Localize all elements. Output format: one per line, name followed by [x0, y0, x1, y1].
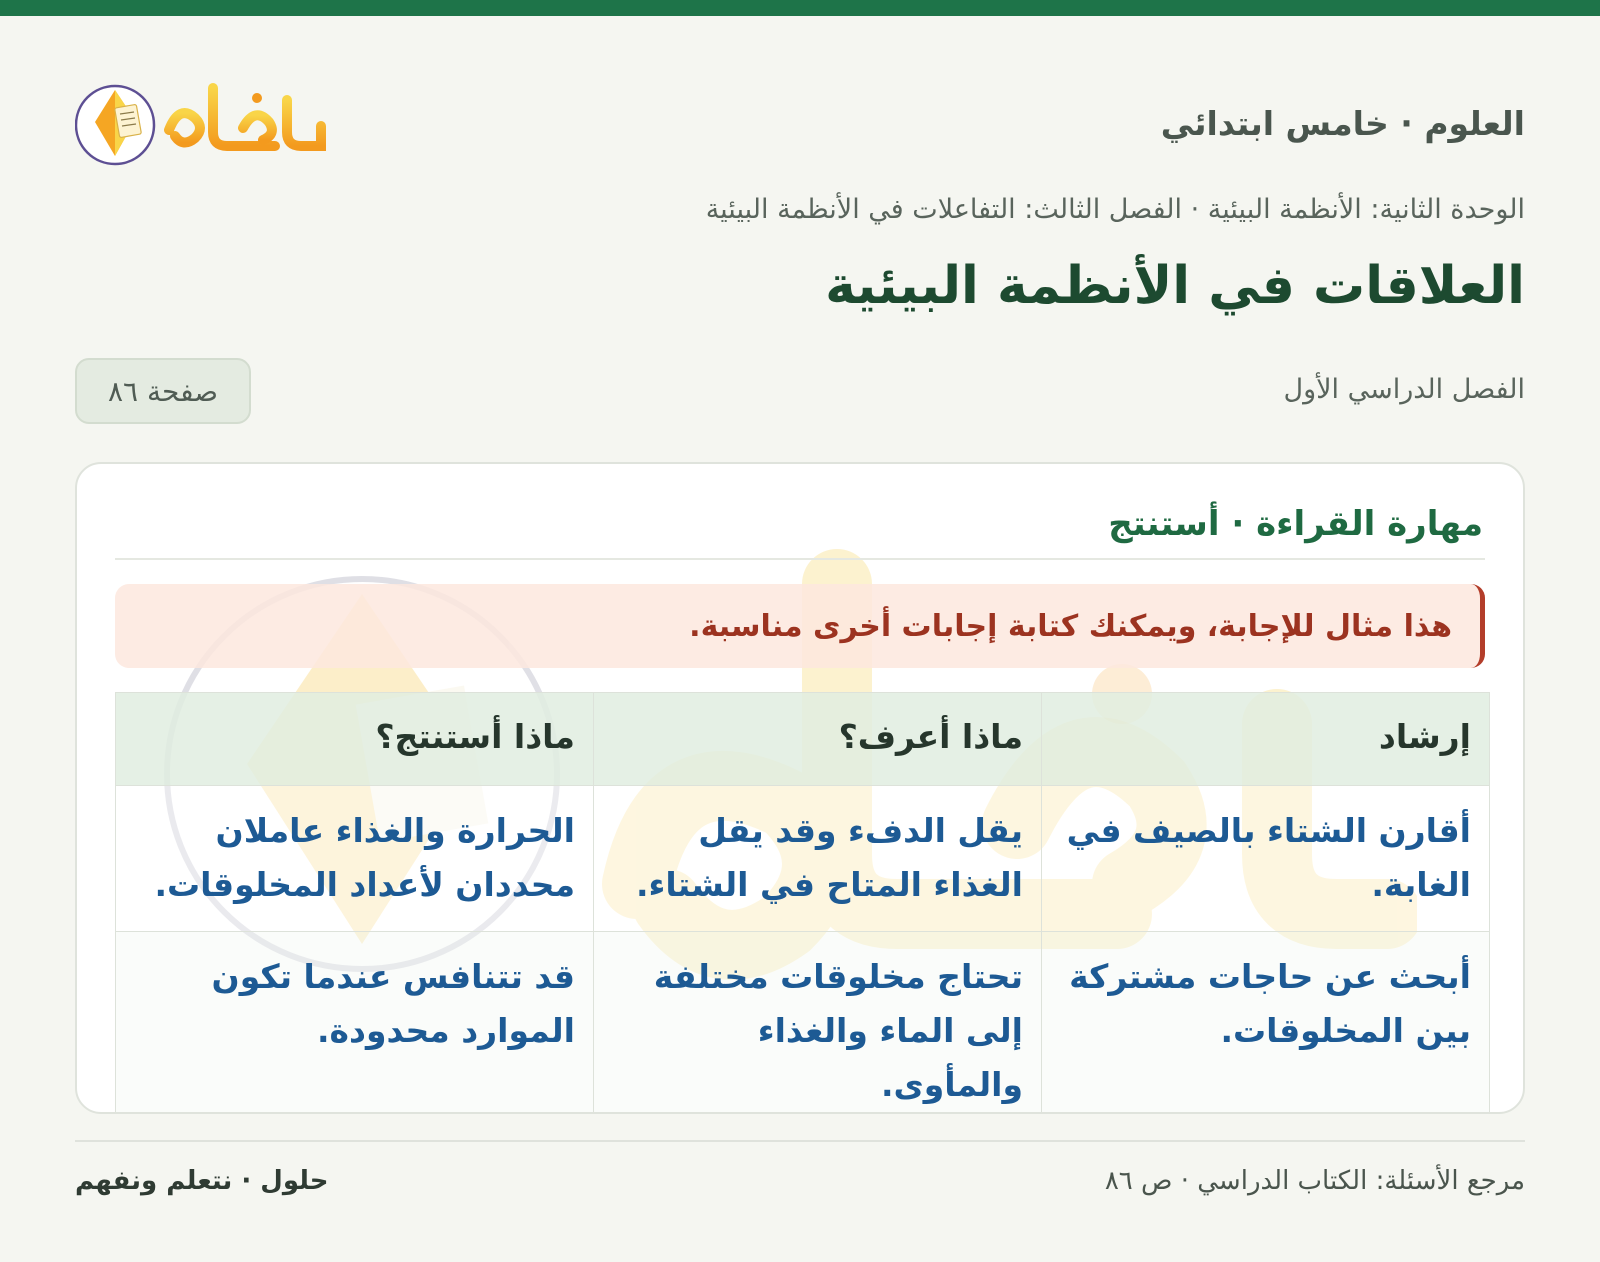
- breadcrumb: الوحدة الثانية: الأنظمة البيئية · الفصل الثالث: التفاعلات في الأنظمة البيئية: [705, 194, 1525, 225]
- footer-reference: مرجع الأسئلة: الكتاب الدراسي · ص ٨٦: [1104, 1166, 1525, 1196]
- column-header-what-i-infer: ماذا أستنتج؟: [116, 693, 594, 786]
- sample-answer-note-text: هذا مثال للإجابة، ويمكنك كتابة إجابات أخرى مناسبة.: [689, 608, 1452, 644]
- table-cell: قد تتنافس عندما تكون الموارد محدودة.: [116, 932, 594, 1113]
- page-number-badge: صفحة ٨٦: [75, 358, 251, 424]
- table-cell: أبحث عن حاجات مشتركة بين المخلوقات.: [1042, 932, 1490, 1113]
- table-cell: الحرارة والغذاء عاملان محددان لأعداد المخلوقات.: [116, 786, 594, 932]
- book-diamond-logo-icon: [75, 70, 335, 180]
- lesson-title: العلاقات في الأنظمة البيئية: [825, 256, 1525, 316]
- sample-answer-note: [115, 584, 1485, 668]
- footer-brand: حلول · نتعلم ونفهم: [75, 1166, 329, 1196]
- top-accent-bar: [0, 0, 1600, 16]
- card-title: مهارة القراءة · أستنتج: [1108, 504, 1483, 544]
- table-row: [116, 932, 1490, 1113]
- footer-divider: [75, 1140, 1525, 1142]
- table-cell: يقل الدفء وقد يقل الغذاء المتاح في الشتاء.: [594, 786, 1042, 932]
- table-cell: أقارن الشتاء بالصيف في الغابة.: [1042, 786, 1490, 932]
- table-row: [116, 786, 1490, 932]
- table-cell: تحتاج مخلوقات مختلفة إلى الماء والغذاء والمأوى.: [594, 932, 1042, 1113]
- table-header-row: [116, 693, 1490, 786]
- term-label: الفصل الدراسي الأول: [1283, 374, 1525, 405]
- site-logo[interactable]: [75, 70, 335, 170]
- reading-skill-card: [75, 462, 1525, 1114]
- infer-table: [115, 692, 1490, 1113]
- subject-title: العلوم · خامس ابتدائي: [1160, 104, 1525, 143]
- column-header-guide: إرشاد: [1042, 693, 1490, 786]
- page: [75, 16, 1525, 1262]
- header: [75, 56, 1525, 156]
- column-header-what-i-know: ماذا أعرف؟: [594, 693, 1042, 786]
- card-divider: [115, 558, 1485, 560]
